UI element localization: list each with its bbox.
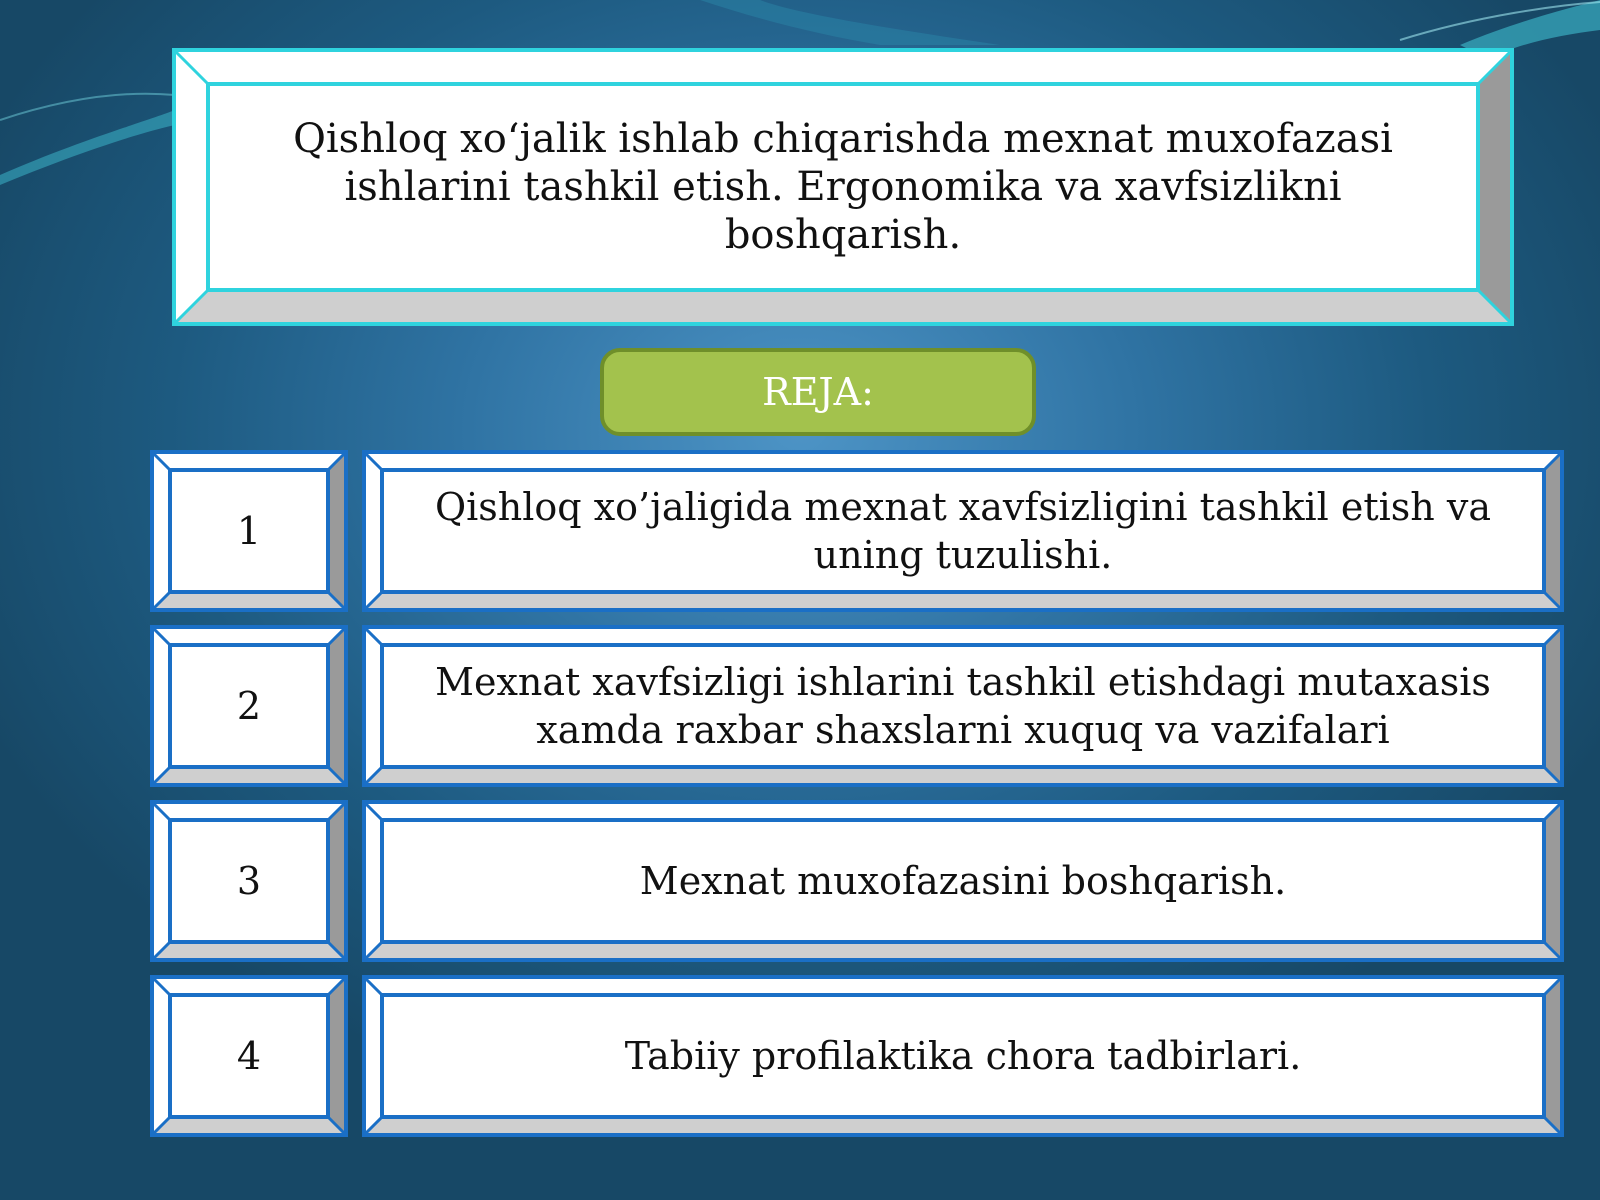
item-text-box-1 — [362, 450, 1564, 612]
item-text: Mexnat xavfsizligi ishlarini tashkil etishdagi mutaxasis xamda raxbar shaxslarni xuquq va vazifalari — [384, 647, 1542, 765]
item-number-box-3 — [150, 800, 348, 962]
item-text: Mexnat muxofazasini boshqarish. — [384, 822, 1542, 940]
title-box — [172, 48, 1514, 326]
plan-label: REJA: — [600, 348, 1036, 436]
slide-title: Qishloq xo‘jalik ishlab chiqarishda mexnat muxofazasi ishlarini tashkil etish. Ergonomika va xavfsizlikni boshqarish. — [210, 86, 1476, 288]
item-number-box-1 — [150, 450, 348, 612]
item-number: 1 — [172, 472, 326, 590]
item-text-box-4 — [362, 975, 1564, 1137]
item-number-box-2 — [150, 625, 348, 787]
item-number: 3 — [172, 822, 326, 940]
item-text-box-3 — [362, 800, 1564, 962]
item-number: 4 — [172, 997, 326, 1115]
item-number-box-4 — [150, 975, 348, 1137]
item-text-box-2 — [362, 625, 1564, 787]
item-number: 2 — [172, 647, 326, 765]
item-text: Tabiiy profilaktika chora tadbirlari. — [384, 997, 1542, 1115]
item-text: Qishloq xo’jaligida mexnat xavfsizligini tashkil etish va uning tuzulishi. — [384, 472, 1542, 590]
